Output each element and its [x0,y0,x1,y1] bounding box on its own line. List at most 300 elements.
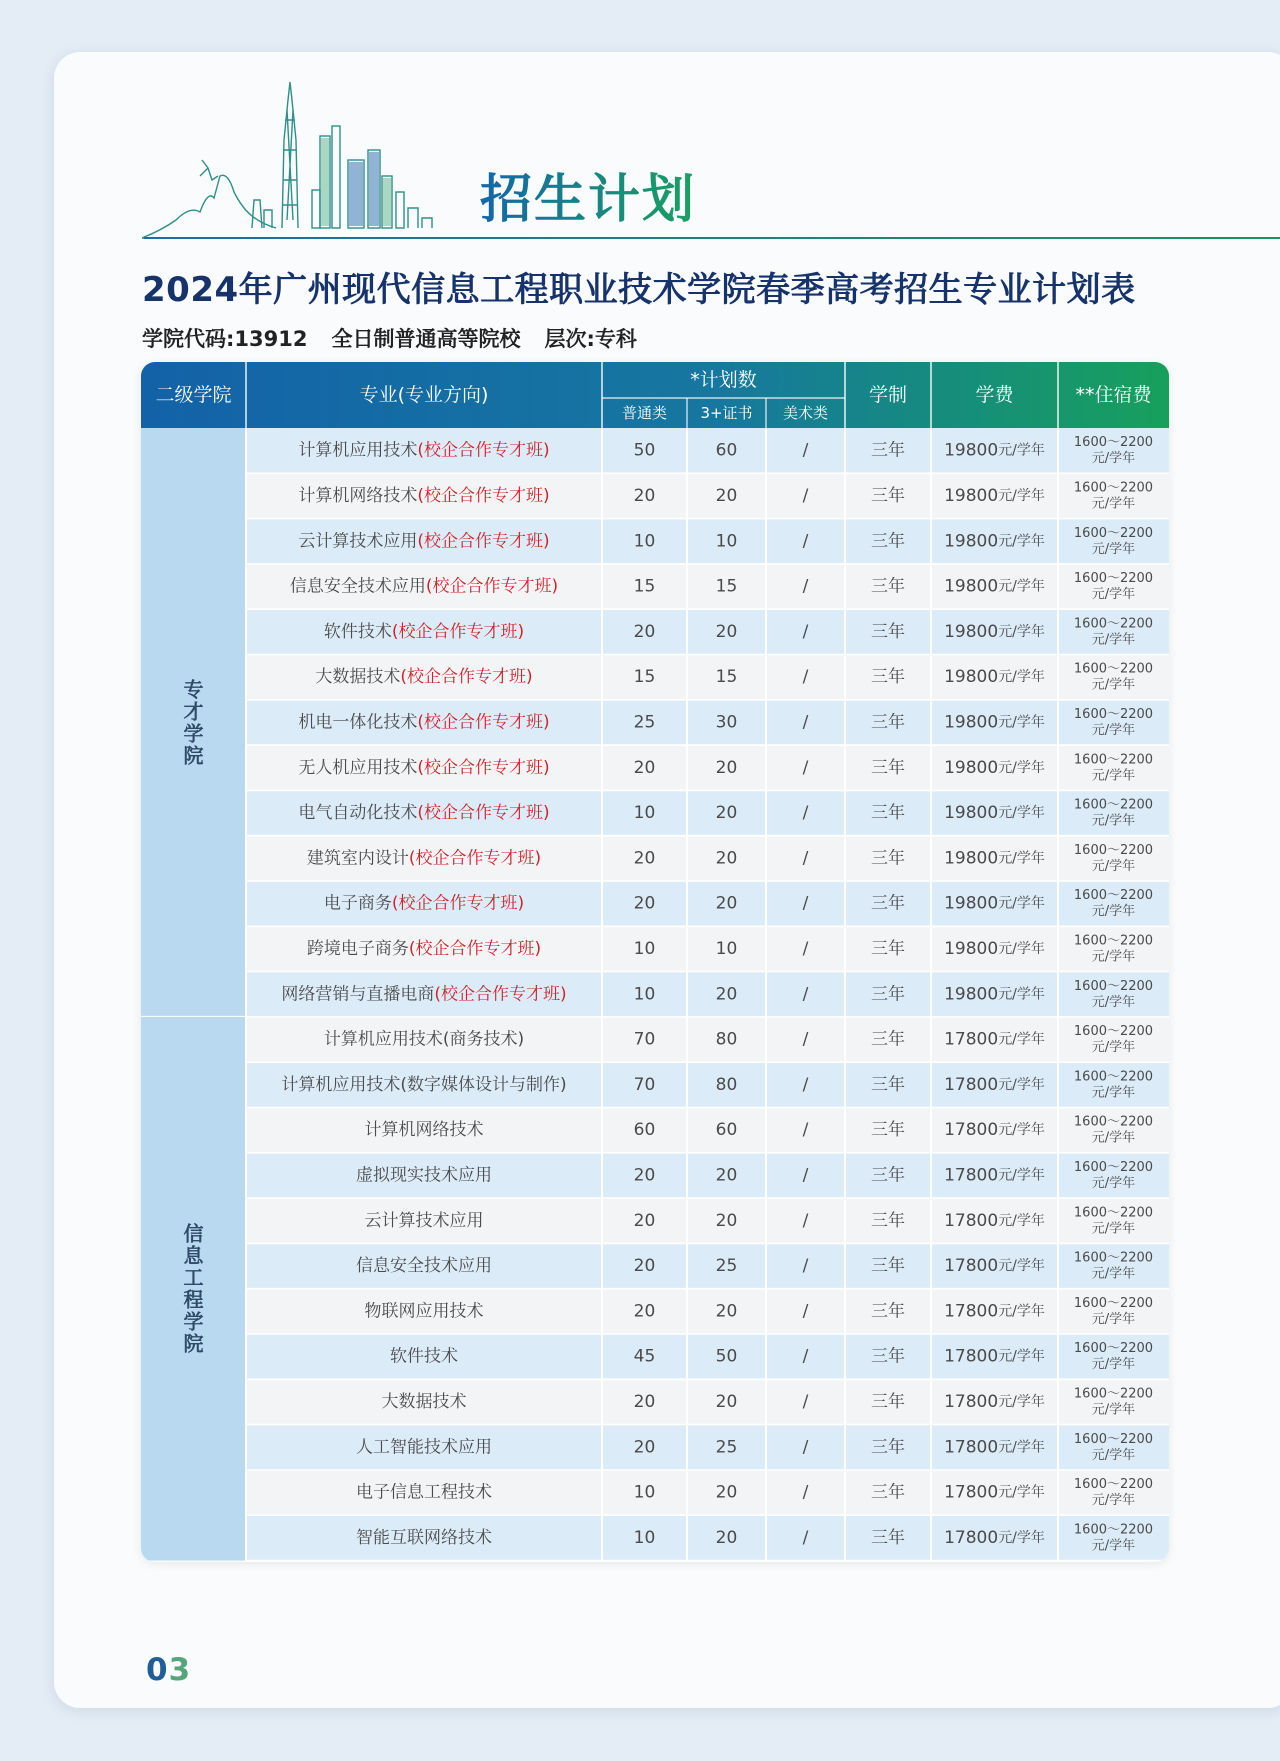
dorm-range: 1600～2200 [1073,1295,1154,1311]
duration-cell: 三年 [871,1391,905,1412]
duration-cell: 三年 [871,938,905,959]
tuition-unit: 元/学年 [998,1484,1045,1501]
plan-certificate-cell: 10 [715,938,738,959]
banner-title: 招生计划 [480,169,697,230]
plan-regular-cell: 20 [633,1210,656,1231]
duration-cell: 三年 [871,440,905,461]
major-cell [356,1437,492,1457]
plan-art-cell: / [802,1482,809,1503]
plan-certificate-cell: 20 [715,848,738,869]
dorm-unit: 元/学年 [1091,1130,1136,1146]
major-cell [365,1301,484,1321]
tuition-unit: 元/学年 [998,1076,1045,1093]
major-name: 计算机应用技术(数字媒体设计与制作) [281,1074,567,1095]
tuition-cell [944,1392,1045,1412]
tuition-amount: 17800 [944,1527,999,1548]
major-name: 大数据技术 [315,667,401,688]
duration-cell: 三年 [871,757,905,778]
dorm-range: 1600～2200 [1073,1431,1154,1447]
duration-cell: 三年 [871,621,905,642]
tuition-cell [944,939,1045,959]
plan-certificate-cell: 20 [715,485,738,506]
plan-certificate-cell: 20 [715,1165,738,1186]
plan-regular-cell: 20 [633,1301,656,1322]
dorm-unit: 元/学年 [1091,496,1136,512]
dorm-unit: 元/学年 [1091,632,1136,648]
tuition-unit: 元/学年 [998,1167,1045,1184]
dorm-range: 1600～2200 [1073,1159,1154,1175]
major-name: 云计算技术应用 [298,531,418,552]
duration-cell: 三年 [871,984,905,1005]
tuition-amount: 19800 [944,576,999,597]
header-tuition: 学费 [975,384,1014,406]
plan-certificate-cell: 30 [715,712,738,733]
school-type: 全日制普通高等院校 [331,327,521,351]
duration-cell: 三年 [871,485,905,506]
plan-regular-cell: 10 [633,531,656,552]
tuition-unit: 元/学年 [998,442,1045,459]
plan-art-cell: / [802,803,809,824]
dorm-unit: 元/学年 [1091,1266,1136,1282]
college-name-char: 信 [183,1221,204,1246]
tuition-unit: 元/学年 [998,850,1045,867]
dorm-unit: 元/学年 [1091,904,1136,920]
plan-regular-cell: 20 [633,1391,656,1412]
major-suffix: (校企合作专才班) [391,893,525,914]
plan-regular-cell: 10 [633,803,656,824]
major-name: 电子信息工程技术 [356,1482,492,1503]
tuition-amount: 19800 [944,621,999,642]
tuition-unit: 元/学年 [998,1529,1045,1546]
tuition-unit: 元/学年 [998,578,1045,595]
major-name: 建筑室内设计 [306,848,409,869]
tuition-cell [944,667,1045,687]
tuition-amount: 17800 [944,1210,999,1231]
plan-art-cell: / [802,1256,809,1277]
page-number [146,1650,191,1690]
dorm-unit: 元/学年 [1091,1538,1136,1554]
tuition-cell [944,1256,1045,1276]
duration-cell: 三年 [871,1301,905,1322]
plan-certificate-cell: 20 [715,1482,738,1503]
major-cell [365,1120,484,1140]
plan-art-cell: / [802,893,809,914]
tuition-unit: 元/学年 [998,1031,1045,1048]
header-dorm: **住宿费 [1075,384,1152,406]
plan-regular-cell: 20 [633,485,656,506]
tuition-unit: 元/学年 [998,1348,1045,1365]
tuition-amount: 17800 [944,1165,999,1186]
major-suffix: (校企合作专才班) [391,621,525,642]
duration-cell: 三年 [871,712,905,733]
major-cell [281,1075,566,1095]
major-cell [324,622,524,642]
plan-regular-cell: 20 [633,893,656,914]
school-level: 层次:专科 [544,327,637,351]
city-skyline-illustration [142,80,462,240]
major-cell [390,1347,458,1367]
table-canvas [141,362,1169,1562]
tuition-amount: 17800 [944,1029,999,1050]
tuition-unit: 元/学年 [998,1393,1045,1410]
plan-regular-cell: 10 [633,1527,656,1548]
tuition-cell [944,486,1045,506]
major-cell [356,1528,492,1548]
major-suffix: (校企合作专才班) [417,757,550,778]
header-college: 二级学院 [155,384,232,406]
dorm-range: 1600～2200 [1073,706,1154,722]
plan-art-cell: / [802,1210,809,1231]
plan-certificate-cell: 15 [715,576,738,597]
header-major: 专业(专业方向) [359,384,489,406]
major-cell [298,441,549,461]
plan-regular-cell: 20 [633,621,656,642]
major-suffix: (校企合作专才班) [408,938,542,959]
tuition-cell [944,1165,1045,1185]
dorm-unit: 元/学年 [1091,1493,1136,1509]
plan-certificate-cell: 20 [715,803,738,824]
tuition-cell [944,1437,1045,1457]
plan-certificate-cell: 15 [715,667,738,688]
major-name: 智能互联网络技术 [356,1527,492,1548]
duration-cell: 三年 [871,1346,905,1367]
major-suffix: (校企合作专才班) [417,803,550,824]
tuition-unit: 元/学年 [998,1439,1045,1456]
tuition-amount: 19800 [944,893,999,914]
dorm-range: 1600～2200 [1073,1522,1154,1538]
major-suffix: (校企合作专才班) [417,531,550,552]
major-cell [298,803,549,823]
tuition-amount: 17800 [944,1437,999,1458]
tuition-amount: 17800 [944,1074,999,1095]
major-cell [382,1392,467,1412]
tuition-cell [944,1347,1045,1367]
dorm-range: 1600～2200 [1073,797,1154,813]
plan-certificate-cell: 20 [715,984,738,1005]
plan-regular-cell: 15 [633,667,656,688]
duration-cell: 三年 [871,1210,905,1231]
duration-cell: 三年 [871,848,905,869]
duration-cell: 三年 [871,1527,905,1548]
tuition-amount: 17800 [944,1256,999,1277]
plan-certificate-cell: 20 [715,1527,738,1548]
plan-regular-cell: 10 [633,984,656,1005]
tuition-cell [944,758,1045,778]
major-name: 云计算技术应用 [364,1210,484,1231]
header-plan: *计划数 [690,369,757,391]
plan-art-cell: / [802,1029,809,1050]
plan-certificate-cell: 50 [715,1346,738,1367]
dorm-range: 1600～2200 [1073,1024,1154,1040]
header-plan-sub: 普通类 [621,404,668,422]
plan-art-cell: / [802,1165,809,1186]
plan-certificate-cell: 20 [715,1391,738,1412]
duration-cell: 三年 [871,531,905,552]
major-name: 信息安全技术应用 [356,1256,492,1277]
tuition-amount: 17800 [944,1482,999,1503]
dorm-range: 1600～2200 [1073,1069,1154,1085]
tuition-unit: 元/学年 [998,986,1045,1003]
tuition-unit: 元/学年 [998,1122,1045,1139]
major-cell [281,984,566,1004]
major-cell [315,667,532,687]
dorm-unit: 元/学年 [1091,813,1136,829]
major-name: 机电一体化技术 [298,712,418,733]
plan-certificate-cell: 60 [715,1120,738,1141]
college-name-char: 学 [183,1309,204,1334]
tuition-amount: 19800 [944,712,999,733]
tuition-unit: 元/学年 [998,1303,1045,1320]
major-name: 无人机应用技术 [298,757,418,778]
major-suffix: (校企合作专才班) [408,848,542,869]
duration-cell: 三年 [871,1437,905,1458]
tuition-unit: 元/学年 [998,623,1045,640]
college-name-char: 息 [183,1243,204,1268]
major-name: 跨境电子商务 [306,938,409,959]
tuition-cell [944,622,1045,642]
dorm-range: 1600～2200 [1073,933,1154,949]
dorm-unit: 元/学年 [1091,1311,1136,1327]
tuition-unit: 元/学年 [998,533,1045,550]
college-name-char: 院 [183,743,204,768]
dorm-unit: 元/学年 [1091,949,1136,965]
major-name: 物联网应用技术 [364,1301,484,1322]
tuition-cell [944,803,1045,823]
plan-art-cell: / [802,848,809,869]
major-suffix: (校企合作专才班) [417,440,550,461]
plan-regular-cell: 50 [633,440,656,461]
tuition-amount: 19800 [944,485,999,506]
dorm-unit: 元/学年 [1091,677,1136,693]
tuition-unit: 元/学年 [998,669,1045,686]
major-name: 网络营销与直播电商 [281,984,435,1005]
plan-art-cell: / [802,1301,809,1322]
duration-cell: 三年 [871,1120,905,1141]
major-cell [356,1256,492,1276]
plan-regular-cell: 20 [633,757,656,778]
dorm-unit: 元/学年 [1091,1221,1136,1237]
tuition-amount: 19800 [944,938,999,959]
tuition-cell [944,441,1045,461]
plan-art-cell: / [802,1346,809,1367]
tuition-unit: 元/学年 [998,759,1045,776]
tuition-unit: 元/学年 [998,487,1045,504]
dorm-range: 1600～2200 [1073,1114,1154,1130]
tuition-amount: 17800 [944,1391,999,1412]
dorm-unit: 元/学年 [1091,1085,1136,1101]
major-suffix: (校企合作专才班) [400,667,533,688]
tuition-unit: 元/学年 [998,895,1045,912]
tuition-amount: 19800 [944,757,999,778]
tuition-cell [944,1120,1045,1140]
college-name-char: 工 [183,1265,204,1290]
major-name: 软件技术 [390,1346,458,1367]
major-suffix: (校企合作专才班) [425,576,559,597]
plan-art-cell: / [802,440,809,461]
duration-cell: 三年 [871,667,905,688]
major-cell [356,1165,492,1185]
tuition-amount: 19800 [944,848,999,869]
plan-art-cell: / [802,712,809,733]
tuition-cell [944,1075,1045,1095]
plan-art-cell: / [802,1120,809,1141]
tuition-amount: 17800 [944,1346,999,1367]
dorm-range: 1600～2200 [1073,1386,1154,1402]
page-number-second-digit: 3 [168,1652,192,1688]
plan-regular-cell: 10 [633,938,656,959]
tuition-amount: 17800 [944,1301,999,1322]
plan-art-cell: / [802,576,809,597]
plan-regular-cell: 60 [633,1120,656,1141]
dorm-range: 1600～2200 [1073,888,1154,904]
plan-art-cell: / [802,485,809,506]
major-cell [307,939,541,959]
plan-regular-cell: 20 [633,848,656,869]
major-cell [298,531,549,551]
tuition-cell [944,1030,1045,1050]
plan-certificate-cell: 60 [715,440,738,461]
dorm-unit: 元/学年 [1091,768,1136,784]
major-cell [298,486,549,506]
college-name-char: 程 [183,1287,204,1312]
dorm-range: 1600～2200 [1073,752,1154,768]
tuition-cell [944,1528,1045,1548]
college-name-char: 才 [183,699,204,724]
college-name [184,1222,205,1356]
plan-certificate-cell: 20 [715,1210,738,1231]
dorm-range: 1600～2200 [1073,525,1154,541]
dorm-range: 1600～2200 [1073,435,1154,451]
duration-cell: 三年 [871,1256,905,1277]
tuition-unit: 元/学年 [998,1258,1045,1275]
dorm-unit: 元/学年 [1091,587,1136,603]
duration-cell: 三年 [871,576,905,597]
duration-cell: 三年 [871,1482,905,1503]
plan-certificate-cell: 25 [715,1256,738,1277]
plan-regular-cell: 70 [633,1029,656,1050]
plan-regular-cell: 20 [633,1165,656,1186]
duration-cell: 三年 [871,1029,905,1050]
major-name: 电气自动化技术 [298,803,418,824]
major-cell [324,894,524,914]
header-plan-sub: 3+证书 [700,404,753,422]
dorm-range: 1600～2200 [1073,480,1154,496]
tuition-amount: 19800 [944,984,999,1005]
major-name: 计算机应用技术(商务技术) [323,1029,525,1050]
tuition-cell [944,894,1045,914]
major-name: 计算机网络技术 [364,1120,484,1141]
plan-regular-cell: 20 [633,1437,656,1458]
page-title: 2024年广州现代信息工程职业技术学院春季高考招生专业计划表 [142,270,1136,310]
tuition-cell [944,1301,1045,1321]
plan-certificate-cell: 20 [715,621,738,642]
tuition-unit: 元/学年 [998,940,1045,957]
plan-certificate-cell: 80 [715,1029,738,1050]
tuition-unit: 元/学年 [998,1212,1045,1229]
major-suffix: (校企合作专才班) [417,485,550,506]
major-name: 大数据技术 [381,1391,467,1412]
major-suffix: (校企合作专才班) [417,712,550,733]
major-cell [298,758,549,778]
tuition-amount: 17800 [944,1120,999,1141]
header-divider [144,237,1280,239]
dorm-unit: 元/学年 [1091,451,1136,467]
dorm-unit: 元/学年 [1091,722,1136,738]
tuition-unit: 元/学年 [998,714,1045,731]
plan-regular-cell: 70 [633,1074,656,1095]
major-name: 信息安全技术应用 [289,576,426,597]
major-cell [290,577,558,597]
tuition-unit: 元/学年 [998,805,1045,822]
plan-regular-cell: 15 [633,576,656,597]
plan-certificate-cell: 10 [715,531,738,552]
dorm-range: 1600～2200 [1073,842,1154,858]
major-name: 人工智能技术应用 [356,1437,492,1458]
dorm-unit: 元/学年 [1091,541,1136,557]
tuition-cell [944,531,1045,551]
tuition-amount: 19800 [944,803,999,824]
tuition-amount: 19800 [944,440,999,461]
major-name: 计算机网络技术 [298,485,418,506]
school-code: 学院代码:13912 [142,327,308,351]
plan-art-cell: / [802,984,809,1005]
duration-cell: 三年 [871,1165,905,1186]
plan-certificate-cell: 25 [715,1437,738,1458]
plan-art-cell: / [802,757,809,778]
major-name: 电子商务 [323,893,392,914]
major-cell [365,1211,484,1231]
major-cell [298,712,549,732]
dorm-range: 1600～2200 [1073,1341,1154,1357]
duration-cell: 三年 [871,1074,905,1095]
dorm-range: 1600～2200 [1073,1250,1154,1266]
major-suffix: (校企合作专才班) [434,984,567,1005]
dorm-unit: 元/学年 [1091,858,1136,874]
college-name-char: 学 [183,721,204,746]
dorm-range: 1600～2200 [1073,1205,1154,1221]
college-name-char: 院 [183,1331,204,1356]
plan-art-cell: / [802,667,809,688]
tuition-amount: 19800 [944,667,999,688]
dorm-unit: 元/学年 [1091,1040,1136,1056]
plan-certificate-cell: 20 [715,893,738,914]
plan-art-cell: / [802,1391,809,1412]
major-cell [307,848,541,868]
tuition-cell [944,1211,1045,1231]
dorm-range: 1600～2200 [1073,1477,1154,1493]
header-duration: 学制 [868,384,908,406]
plan-art-cell: / [802,621,809,642]
plan-art-cell: / [802,531,809,552]
dorm-unit: 元/学年 [1091,1402,1136,1418]
college-name-char: 专 [183,677,204,702]
plan-art-cell: / [802,938,809,959]
dorm-unit: 元/学年 [1091,994,1136,1010]
college-name [184,677,204,767]
major-name: 虚拟现实技术应用 [356,1165,492,1186]
subtitle [142,322,661,356]
dorm-unit: 元/学年 [1091,1357,1136,1373]
plan-art-cell: / [802,1437,809,1458]
major-name: 软件技术 [323,621,392,642]
plan-regular-cell: 10 [633,1482,656,1503]
plan-art-cell: / [802,1527,809,1548]
plan-regular-cell: 20 [633,1256,656,1277]
tuition-cell [944,577,1045,597]
plan-regular-cell: 25 [633,712,656,733]
plan-certificate-cell: 20 [715,757,738,778]
tuition-cell [944,984,1045,1004]
